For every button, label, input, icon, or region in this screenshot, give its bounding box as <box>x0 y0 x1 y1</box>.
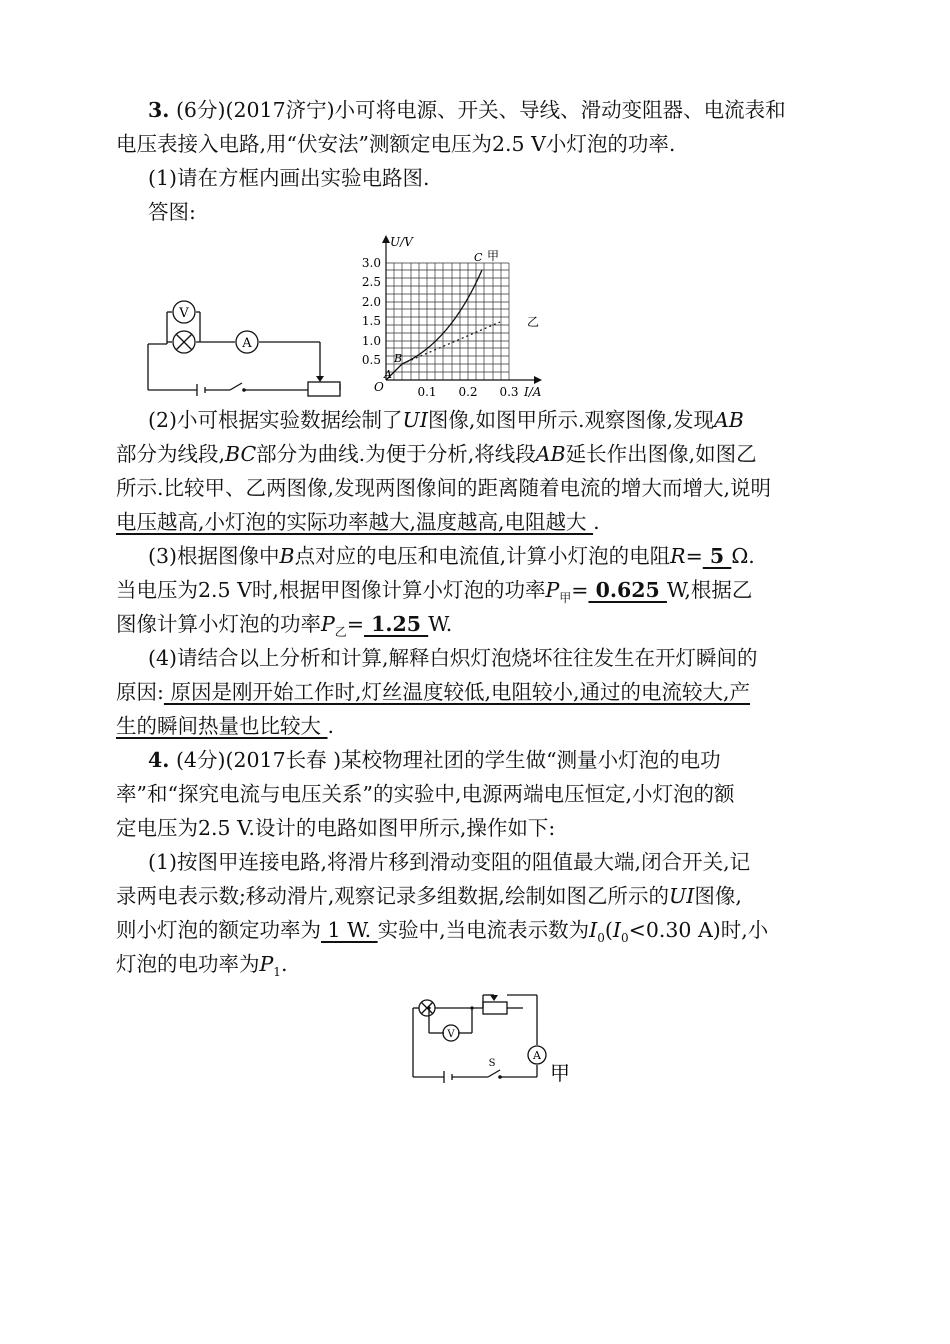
y-axis-label: U/V <box>390 235 413 249</box>
point-c-label: C <box>474 251 483 264</box>
point-b-label: B <box>394 352 403 365</box>
q3-part4-line-2: 原因: 原因是刚开始工作时,灯丝温度较低,电阻较小,通过的电流较大,产 <box>116 680 751 704</box>
y-tick: 1.0 <box>361 334 381 348</box>
x-tick: 0.1 <box>417 385 437 399</box>
q3-part1: (1)请在方框内画出实验电路图. <box>148 166 430 190</box>
q3-part3-line-2: 当电压为2.5 V时,根据甲图像计算小灯泡的功率$P_甲= 0.625$ W,根据乙 <box>116 578 753 606</box>
q4-line-1: 4. (4分)(2017长春 )某校物理社团的学生做“测量小灯泡的电功 <box>148 748 721 772</box>
ammeter-label: A <box>533 1049 541 1062</box>
q3-part2-answer: 电压越高,小灯泡的实际功率越大,温度越高,电阻越大 . <box>116 510 600 534</box>
y-tick: 1.5 <box>361 314 381 328</box>
y-tick: 2.5 <box>361 275 381 289</box>
q3-part2-line-1: (2)小可根据实验数据绘制了UI图像,如图甲所示.观察图像,发现AB <box>148 408 744 432</box>
switch-label: S <box>488 1058 496 1069</box>
circuit-diagram-q3 <box>140 290 350 400</box>
q3-part3-line-1: (3)根据图像中B点对应的电压和电流值,计算小灯泡的电阻R= 5 Ω. <box>148 544 755 568</box>
q4-part1-line-2: 录两电表示数;移动滑片,观察记录多组数据,绘制如图乙所示的UI图像, <box>116 884 742 908</box>
origin-label: O <box>374 380 384 394</box>
y-tick: 3.0 <box>361 256 381 270</box>
answer-blank: 1 W. <box>321 918 378 942</box>
q4-part1-line-3: 则小灯泡的额定功率为 1 W. 实验中,当电流表示数为$I_0(I_0<0.30$ A)时,小 <box>116 918 769 946</box>
curve-jia-label: 甲 <box>487 249 500 263</box>
circuit-diagram-q4 <box>400 988 585 1088</box>
q4-number: 4. <box>148 748 170 772</box>
voltmeter-label: V <box>179 306 189 321</box>
ui-graph <box>350 228 550 403</box>
point-a-label: A <box>384 368 392 381</box>
x-axis-label: I/A <box>524 385 542 399</box>
answer-blank: 1.25 <box>364 612 429 636</box>
q3-part3-line-3: 图像计算小灯泡的功率$P_乙= 1.25$ W. <box>116 612 453 640</box>
q4-part1-line-1: (1)按图甲连接电路,将滑片移到滑动变阻的阻值最大端,闭合开关,记 <box>148 850 751 874</box>
answer-blank: 电压越高,小灯泡的实际功率越大,温度越高,电阻越大 <box>116 510 594 534</box>
answer-blank: 0.625 <box>588 578 667 602</box>
answer-blank: 5 <box>702 544 732 568</box>
q4-line-2: 率”和“探究电流与电压关系”的实验中,电源两端电压恒定,小灯泡的额 <box>116 782 735 806</box>
figure-caption-jia: 甲 <box>550 1061 570 1085</box>
y-tick: 2.0 <box>361 295 381 309</box>
voltmeter-label: V <box>447 1029 455 1040</box>
q3-line-1: 3. (6分)(2017济宁)小可将电源、开关、导线、滑动变阻器、电流表和 <box>148 98 786 122</box>
q3-part2-line-2: 部分为线段,BC部分为曲线.为便于分析,将线段AB延长作出图像,如图乙 <box>116 442 757 466</box>
q3-part4-line-3: 生的瞬间热量也比较大 . <box>116 714 335 738</box>
x-tick: 0.2 <box>458 385 478 399</box>
ammeter-label: A <box>242 336 252 351</box>
q3-part2-line-3: 所示.比较甲、乙两图像,发现两图像间的距离随着电流的增大而增大,说明 <box>116 476 772 500</box>
q4-line-3: 定电压为2.5 V.设计的电路如图甲所示,操作如下: <box>116 816 556 840</box>
y-tick: 0.5 <box>361 353 381 367</box>
answer-blank: 原因是刚开始工作时,灯丝温度较低,电阻较小,通过的电流较大,产 <box>163 680 751 704</box>
q3-line-2: 电压表接入电路,用“伏安法”测额定电压为2.5 V小灯泡的功率. <box>116 132 676 156</box>
x-tick: 0.3 <box>499 385 519 399</box>
line-yi-label: 乙 <box>527 315 540 329</box>
q3-part4-line-1: (4)请结合以上分析和计算,解释白炽灯泡烧坏往往发生在开灯瞬间的 <box>148 646 758 670</box>
answer-blank: 生的瞬间热量也比较大 <box>116 714 328 738</box>
q4-part1-line-4: 灯泡的电功率为$P_1$. <box>116 952 288 980</box>
q3-number: 3. <box>148 98 170 122</box>
answer-figure-label: 答图: <box>148 200 196 224</box>
